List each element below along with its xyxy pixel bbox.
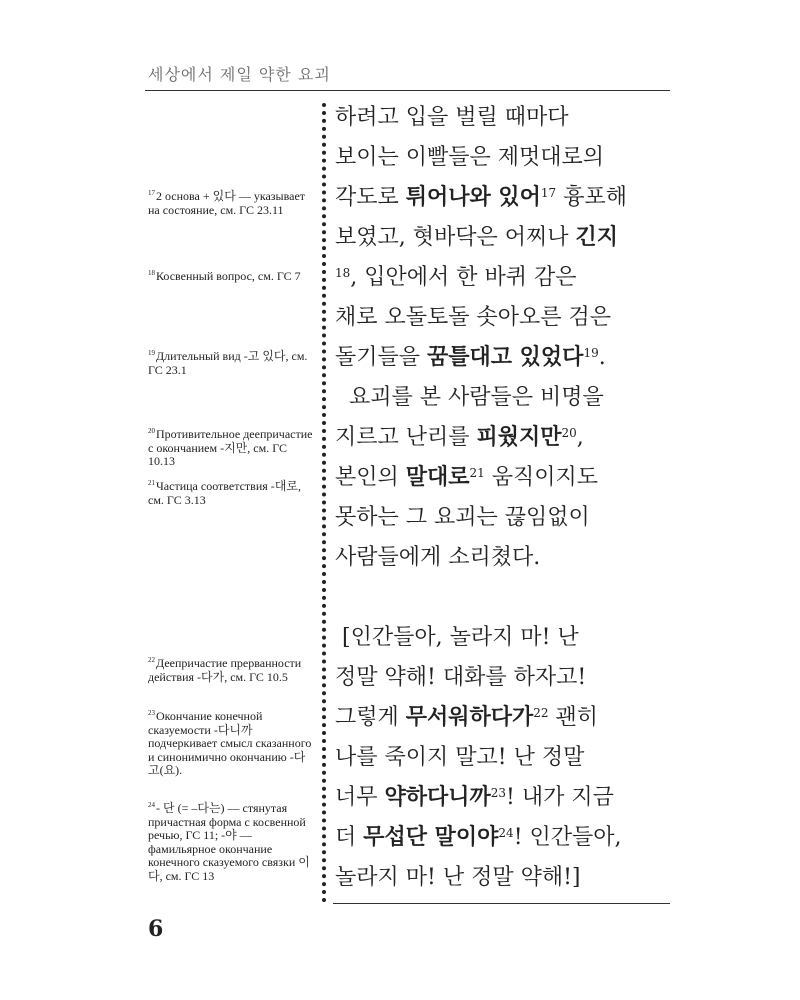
footnote-17 [148,190,316,217]
footnote-number: 24 [148,801,155,809]
bold-term: 무서워하다가 [405,705,534,730]
footnote-21 [148,480,316,507]
footnote-ref: 24 [498,826,514,840]
footnote-number: 21 [148,479,155,487]
bold-term: 꿈틀대고 있었다 [427,345,584,370]
footnote-number: 18 [148,269,155,277]
footnote-number: 22 [148,656,155,664]
text-line: 사람들에게 소리쳤다. [335,545,541,570]
text-run: 더 [335,825,364,850]
text-line: 채로 오돌토돌 솟아오른 검은 [335,305,612,330]
text-line: 요괴를 본 사람들은 비명을 [335,385,604,410]
text-line: 놀라지 마! 난 정말 약해!] [335,865,581,890]
footnote-text: 2 основа + 있다 — указывает на состояние, см. ГС 23.11 [148,189,306,217]
text-line [335,258,577,298]
text-line: 못하는 그 요괴는 끊임없이 [335,505,590,530]
text-run: ! 내가 지금 [506,785,614,810]
bold-term: 무섭단 말이야 [363,825,499,850]
footnote-ref: 17 [540,186,557,200]
bold-term: 긴지 [575,225,619,250]
footnote-text: Окончание конечной сказуемости -다니까 подчеркивает смысл сказанного и синонимично окончанию -다고(요). [148,709,312,777]
footnote-text: Частица соответствия -대로, см. ГС 3.13 [148,479,301,507]
text-run: . [598,345,606,370]
footnote-ref: 20 [561,426,577,440]
text-line [335,698,598,738]
bold-term: 말대로 [405,465,470,490]
text-run: 흉포해 [556,185,627,210]
text-run: 각도로 [335,185,406,210]
text-line: 나를 죽이지 말고! 난 정말 [335,745,585,770]
footnote-23 [148,710,316,778]
text-run: ! 인간들아, [513,825,622,850]
text-line [335,218,618,258]
bold-term: 튀어나와 있어 [405,185,541,210]
footnote-text: - 단 (= –다는) — стянутая причастная форма с косвенной речью, ГС 11; -야 — фамильярное окончание конечного сказуемого связки 이다, см. ГС 13 [148,801,310,883]
page-number: 6 [148,916,164,942]
text-run: , [576,425,584,450]
footnote-number: 23 [148,709,155,717]
footnote-number: 19 [148,349,155,357]
footnote-24 [148,802,316,883]
footnote-ref: 22 [533,706,549,720]
header-rule [145,90,670,91]
footnote-text: Противительное деепричастие с окончанием -지만, см. ГС 10.13 [148,427,313,468]
text-run: 본인의 [335,465,406,490]
text-run: 괜히 [548,705,599,730]
text-run: , 입안에서 한 바퀴 감은 [350,265,577,290]
text-line [335,778,614,818]
footnote-text: Косвенный вопрос, см. ГС 7 [156,269,301,283]
footnote-ref: 23 [490,786,507,800]
text-line [335,458,598,498]
text-line: 보이는 이빨들은 제멋대로의 [335,145,605,170]
text-run: 그렇게 [335,705,406,730]
footnote-ref: 19 [583,346,599,360]
footnote-text: Деепричастие прерванности действия -다가, см. ГС 10.5 [148,656,302,684]
running-header-title: 세상에서 제일 약한 요괴 [148,65,331,84]
text-run: 움직이지도 [484,465,599,490]
footnote-ref: 18 [335,266,351,280]
bottom-rule [333,903,670,904]
footnote-22 [148,657,316,684]
bold-term: 약하다니까 [384,785,491,810]
dotted-column-divider [322,103,326,903]
text-line: 정말 약해! 대화를 하자고! [335,665,587,690]
text-run: 지르고 난리를 [335,425,477,450]
footnote-18 [148,270,316,284]
footnote-19 [148,350,316,377]
bold-term: 피웠지만 [476,425,562,450]
text-run: 너무 [335,785,385,810]
footnote-number: 17 [148,189,155,197]
text-line [335,338,606,378]
footnote-text: Длительный вид -고 있다, см. ГС 23.1 [148,349,308,377]
text-line [335,818,622,858]
footnote-20 [148,428,316,469]
footnote-ref: 21 [469,466,485,480]
text-run: 보였고, 혓바닥은 어찌나 [335,225,576,250]
text-run: 돌기들을 [335,345,428,370]
text-line [335,418,584,458]
footnote-number: 20 [148,427,155,435]
text-line [335,178,627,218]
text-line: 하려고 입을 벌릴 때마다 [335,105,569,130]
text-line: [인간들아, 놀라지 마! 난 [335,625,579,650]
